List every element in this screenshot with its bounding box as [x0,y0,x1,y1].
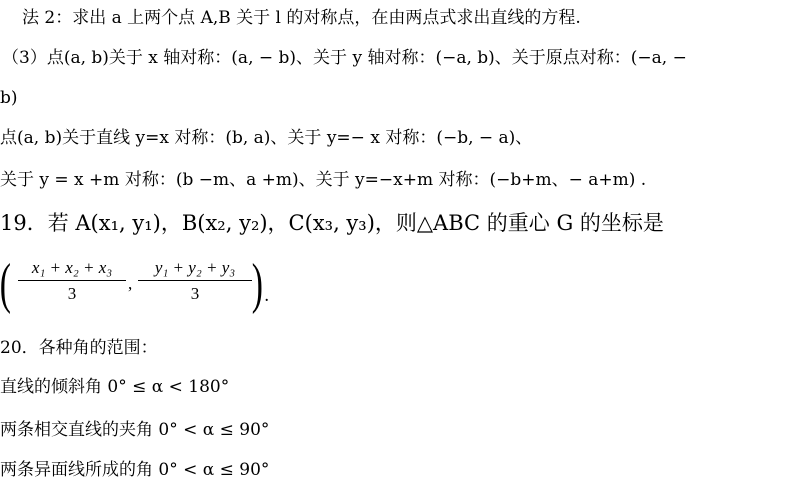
method-2-line: 法 2：求出 a 上两个点 A,B 关于 l 的对称点，在由两点式求出直线的方程. [22,8,581,28]
symmetry-diagonal-line: 点(a, b)关于直线 y=x 对称：(b, a)、关于 y=− x 对称：(−b, − a)、 [0,128,533,148]
x-denominator: 3 [67,284,77,303]
inclination-angle-range: 直线的倾斜角 0° ≤ α < 180° [0,377,230,397]
symmetry-axes-line-continued: b) [0,88,18,108]
x-numerator: x₁ + x₂ + x₃ [18,258,126,281]
right-paren: ) [251,253,263,315]
x-fraction [18,258,126,304]
item-19-centroid-heading: 19．若 A(x₁, y₁)，B(x₂, y₂)，C(x₃, y₃)，则△ABC 的重心 G 的坐标是 [0,211,664,235]
formula-comma: , [128,274,133,293]
intersecting-lines-angle-range: 两条相交直线的夹角 0° < α ≤ 90° [0,420,270,440]
y-numerator: y₁ + y₂ + y₃ [138,258,252,281]
left-paren: ( [0,253,11,315]
item-20-angle-ranges-heading: 20．各种角的范围： [0,338,158,358]
skew-lines-angle-range: 两条异面线所成的角 0° < α ≤ 90° [0,460,270,480]
formula-period: . [264,286,270,306]
symmetry-shifted-line: 关于 y = x +m 对称：(b −m、a +m)、关于 y=−x+m 对称：(−b+m、− a+m) . [0,170,647,190]
symmetry-axes-line: （3）点(a, b)关于 x 轴对称：(a, − b)、关于 y 轴对称：(−a, b)、关于原点对称：(−a, − [2,48,687,68]
y-denominator: 3 [190,284,200,303]
y-fraction [138,258,252,304]
